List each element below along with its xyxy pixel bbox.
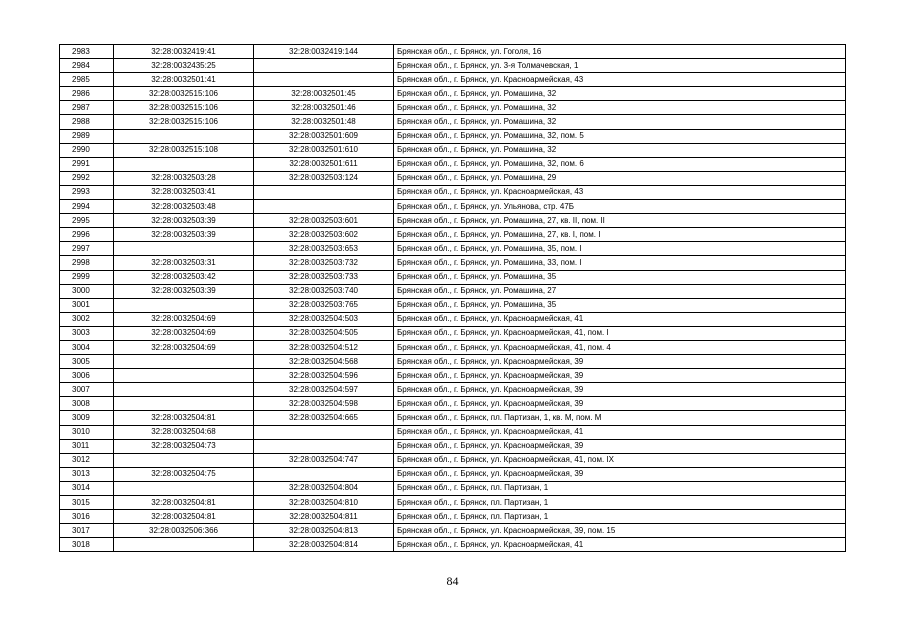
building-cadastral-number-cell: 32:28:0032504:810 [254, 496, 394, 510]
table-row [60, 242, 846, 256]
building-cadastral-number-cell: 32:28:0032501:46 [254, 101, 394, 115]
row-number-cell: 3008 [60, 397, 114, 411]
row-number-cell: 2993 [60, 185, 114, 199]
address-cell: Брянская обл., г. Брянск, ул. Ромашина, 32 [394, 87, 846, 101]
row-number-cell: 2989 [60, 129, 114, 143]
cadastral-number-cell [114, 355, 254, 369]
building-cadastral-number-cell: 32:28:0032503:653 [254, 242, 394, 256]
row-number-cell: 3013 [60, 467, 114, 481]
building-cadastral-number-cell: 32:28:0032504:811 [254, 510, 394, 524]
table-row [60, 369, 846, 383]
address-cell: Брянская обл., г. Брянск, ул. Ромашина, 32 [394, 143, 846, 157]
table-row [60, 256, 846, 270]
building-cadastral-number-cell: 32:28:0032501:45 [254, 87, 394, 101]
address-cell: Брянская обл., г. Брянск, пл. Партизан, 1 [394, 481, 846, 495]
table-row [60, 115, 846, 129]
building-cadastral-number-cell [254, 439, 394, 453]
table-row [60, 171, 846, 185]
address-cell: Брянская обл., г. Брянск, ул. Ромашина, 35, пом. I [394, 242, 846, 256]
row-number-cell: 2996 [60, 228, 114, 242]
row-number-cell: 2998 [60, 256, 114, 270]
table-row [60, 340, 846, 354]
address-cell: Брянская обл., г. Брянск, ул. Ромашина, 32, пом. 5 [394, 129, 846, 143]
cadastral-number-cell: 32:28:0032506:366 [114, 524, 254, 538]
cadastral-number-cell: 32:28:0032503:39 [114, 284, 254, 298]
cadastral-number-cell: 32:28:0032503:39 [114, 228, 254, 242]
building-cadastral-number-cell: 32:28:0032503:740 [254, 284, 394, 298]
row-number-cell: 3001 [60, 298, 114, 312]
address-cell: Брянская обл., г. Брянск, ул. Ромашина, 32, пом. 6 [394, 157, 846, 171]
row-number-cell: 2992 [60, 171, 114, 185]
building-cadastral-number-cell: 32:28:0032501:610 [254, 143, 394, 157]
building-cadastral-number-cell: 32:28:0032504:804 [254, 481, 394, 495]
table-row [60, 59, 846, 73]
address-cell: Брянская обл., г. Брянск, ул. Красноармейская, 43 [394, 73, 846, 87]
address-cell: Брянская обл., г. Брянск, ул. Ромашина, 32 [394, 101, 846, 115]
building-cadastral-number-cell [254, 467, 394, 481]
address-cell: Брянская обл., г. Брянск, ул. Красноармейская, 39 [394, 355, 846, 369]
row-number-cell: 3007 [60, 383, 114, 397]
cadastral-number-cell: 32:28:0032504:68 [114, 425, 254, 439]
cadastral-number-cell: 32:28:0032515:106 [114, 87, 254, 101]
cadastral-number-cell: 32:28:0032504:81 [114, 411, 254, 425]
address-cell: Брянская обл., г. Брянск, ул. Красноармейская, 41, пом. 4 [394, 340, 846, 354]
building-cadastral-number-cell: 32:28:0032501:609 [254, 129, 394, 143]
cadastral-number-cell: 32:28:0032419:41 [114, 45, 254, 59]
row-number-cell: 2987 [60, 101, 114, 115]
cadastral-number-cell [114, 129, 254, 143]
row-number-cell: 3015 [60, 496, 114, 510]
row-number-cell: 3011 [60, 439, 114, 453]
address-cell: Брянская обл., г. Брянск, ул. Красноармейская, 39, пом. 15 [394, 524, 846, 538]
table-row [60, 411, 846, 425]
address-cell: Брянская обл., г. Брянск, пл. Партизан, 1 [394, 510, 846, 524]
building-cadastral-number-cell: 32:28:0032503:765 [254, 298, 394, 312]
cadastral-number-cell [114, 453, 254, 467]
building-cadastral-number-cell: 32:28:0032503:124 [254, 171, 394, 185]
cadastral-number-cell [114, 157, 254, 171]
address-cell: Брянская обл., г. Брянск, ул. Ромашина, 27, кв. II, пом. II [394, 214, 846, 228]
building-cadastral-number-cell: 32:28:0032503:601 [254, 214, 394, 228]
table-row [60, 439, 846, 453]
table-row [60, 312, 846, 326]
building-cadastral-number-cell: 32:28:0032504:505 [254, 326, 394, 340]
address-cell: Брянская обл., г. Брянск, ул. Ромашина, 27, кв. I, пом. I [394, 228, 846, 242]
table-row [60, 101, 846, 115]
table-row [60, 481, 846, 495]
cadastral-table [59, 44, 846, 552]
row-number-cell: 3002 [60, 312, 114, 326]
cadastral-number-cell: 32:28:0032515:106 [114, 115, 254, 129]
address-cell: Брянская обл., г. Брянск, ул. Гоголя, 16 [394, 45, 846, 59]
building-cadastral-number-cell: 32:28:0032504:568 [254, 355, 394, 369]
table-row [60, 200, 846, 214]
building-cadastral-number-cell [254, 200, 394, 214]
table-row [60, 355, 846, 369]
row-number-cell: 3014 [60, 481, 114, 495]
address-cell: Брянская обл., г. Брянск, ул. Красноармейская, 41 [394, 425, 846, 439]
address-cell: Брянская обл., г. Брянск, пл. Партизан, 1, кв. М, пом. М [394, 411, 846, 425]
address-cell: Брянская обл., г. Брянск, ул. Ромашина, 32 [394, 115, 846, 129]
table-row [60, 214, 846, 228]
table-row [60, 143, 846, 157]
row-number-cell: 2983 [60, 45, 114, 59]
table-row [60, 45, 846, 59]
table-row [60, 425, 846, 439]
address-cell: Брянская обл., г. Брянск, ул. Красноармейская, 39 [394, 467, 846, 481]
building-cadastral-number-cell: 32:28:0032503:733 [254, 270, 394, 284]
row-number-cell: 2991 [60, 157, 114, 171]
row-number-cell: 2984 [60, 59, 114, 73]
cadastral-number-cell: 32:28:0032504:69 [114, 312, 254, 326]
cadastral-number-cell: 32:28:0032503:28 [114, 171, 254, 185]
row-number-cell: 2985 [60, 73, 114, 87]
row-number-cell: 3010 [60, 425, 114, 439]
cadastral-number-cell: 32:28:0032503:41 [114, 185, 254, 199]
table-row [60, 228, 846, 242]
building-cadastral-number-cell: 32:28:0032504:747 [254, 453, 394, 467]
address-cell: Брянская обл., г. Брянск, ул. 3-я Толмачевская, 1 [394, 59, 846, 73]
row-number-cell: 3005 [60, 355, 114, 369]
row-number-cell: 3003 [60, 326, 114, 340]
building-cadastral-number-cell: 32:28:0032501:611 [254, 157, 394, 171]
row-number-cell: 2997 [60, 242, 114, 256]
cadastral-number-cell: 32:28:0032504:75 [114, 467, 254, 481]
cadastral-number-cell: 32:28:0032504:81 [114, 496, 254, 510]
building-cadastral-number-cell: 32:28:0032504:665 [254, 411, 394, 425]
cadastral-number-cell: 32:28:0032503:31 [114, 256, 254, 270]
row-number-cell: 2995 [60, 214, 114, 228]
table-row [60, 397, 846, 411]
address-cell: Брянская обл., г. Брянск, ул. Красноармейская, 41 [394, 538, 846, 552]
row-number-cell: 3012 [60, 453, 114, 467]
cadastral-number-cell: 32:28:0032503:42 [114, 270, 254, 284]
cadastral-number-cell [114, 383, 254, 397]
building-cadastral-number-cell: 32:28:0032503:732 [254, 256, 394, 270]
cadastral-number-cell [114, 481, 254, 495]
table-row [60, 383, 846, 397]
cadastral-number-cell: 32:28:0032504:81 [114, 510, 254, 524]
building-cadastral-number-cell [254, 425, 394, 439]
address-cell: Брянская обл., г. Брянск, ул. Красноармейская, 41, пом. I [394, 326, 846, 340]
table-row [60, 298, 846, 312]
row-number-cell: 2994 [60, 200, 114, 214]
table-row [60, 467, 846, 481]
building-cadastral-number-cell [254, 59, 394, 73]
cadastral-number-cell: 32:28:0032504:69 [114, 326, 254, 340]
table-row [60, 284, 846, 298]
building-cadastral-number-cell: 32:28:0032504:814 [254, 538, 394, 552]
cadastral-number-cell: 32:28:0032501:41 [114, 73, 254, 87]
address-cell: Брянская обл., г. Брянск, ул. Красноармейская, 41, пом. IX [394, 453, 846, 467]
cadastral-number-cell: 32:28:0032503:48 [114, 200, 254, 214]
row-number-cell: 3004 [60, 340, 114, 354]
table-row [60, 73, 846, 87]
cadastral-number-cell: 32:28:0032515:108 [114, 143, 254, 157]
building-cadastral-number-cell: 32:28:0032503:602 [254, 228, 394, 242]
building-cadastral-number-cell: 32:28:0032504:597 [254, 383, 394, 397]
cadastral-number-cell [114, 369, 254, 383]
row-number-cell: 3016 [60, 510, 114, 524]
building-cadastral-number-cell: 32:28:0032504:598 [254, 397, 394, 411]
cadastral-number-cell [114, 242, 254, 256]
address-cell: Брянская обл., г. Брянск, ул. Красноармейская, 39 [394, 369, 846, 383]
building-cadastral-number-cell: 32:28:0032504:813 [254, 524, 394, 538]
table-row [60, 270, 846, 284]
table-row [60, 538, 846, 552]
building-cadastral-number-cell: 32:28:0032419:144 [254, 45, 394, 59]
row-number-cell: 3000 [60, 284, 114, 298]
cadastral-table-body [60, 45, 846, 552]
address-cell: Брянская обл., г. Брянск, ул. Ромашина, 35 [394, 298, 846, 312]
table-row [60, 87, 846, 101]
building-cadastral-number-cell [254, 185, 394, 199]
address-cell: Брянская обл., г. Брянск, пл. Партизан, 1 [394, 496, 846, 510]
address-cell: Брянская обл., г. Брянск, ул. Ромашина, 33, пом. I [394, 256, 846, 270]
row-number-cell: 3018 [60, 538, 114, 552]
row-number-cell: 2988 [60, 115, 114, 129]
row-number-cell: 3017 [60, 524, 114, 538]
address-cell: Брянская обл., г. Брянск, ул. Ромашина, 29 [394, 171, 846, 185]
building-cadastral-number-cell: 32:28:0032504:512 [254, 340, 394, 354]
address-cell: Брянская обл., г. Брянск, ул. Ульянова, стр. 47Б [394, 200, 846, 214]
table-row [60, 129, 846, 143]
table-row [60, 326, 846, 340]
table-row [60, 510, 846, 524]
cadastral-number-cell [114, 298, 254, 312]
cadastral-number-cell: 32:28:0032503:39 [114, 214, 254, 228]
address-cell: Брянская обл., г. Брянск, ул. Красноармейская, 43 [394, 185, 846, 199]
cadastral-number-cell [114, 397, 254, 411]
table-row [60, 524, 846, 538]
row-number-cell: 2986 [60, 87, 114, 101]
cadastral-number-cell [114, 538, 254, 552]
row-number-cell: 3009 [60, 411, 114, 425]
building-cadastral-number-cell: 32:28:0032504:503 [254, 312, 394, 326]
row-number-cell: 2999 [60, 270, 114, 284]
row-number-cell: 3006 [60, 369, 114, 383]
row-number-cell: 2990 [60, 143, 114, 157]
address-cell: Брянская обл., г. Брянск, ул. Ромашина, 27 [394, 284, 846, 298]
address-cell: Брянская обл., г. Брянск, ул. Красноармейская, 39 [394, 439, 846, 453]
cadastral-number-cell: 32:28:0032504:73 [114, 439, 254, 453]
building-cadastral-number-cell [254, 73, 394, 87]
building-cadastral-number-cell: 32:28:0032501:48 [254, 115, 394, 129]
address-cell: Брянская обл., г. Брянск, ул. Красноармейская, 39 [394, 383, 846, 397]
address-cell: Брянская обл., г. Брянск, ул. Красноармейская, 39 [394, 397, 846, 411]
cadastral-number-cell: 32:28:0032435:25 [114, 59, 254, 73]
table-row [60, 453, 846, 467]
address-cell: Брянская обл., г. Брянск, ул. Красноармейская, 41 [394, 312, 846, 326]
table-row [60, 185, 846, 199]
table-row [60, 496, 846, 510]
address-cell: Брянская обл., г. Брянск, ул. Ромашина, 35 [394, 270, 846, 284]
cadastral-number-cell: 32:28:0032504:69 [114, 340, 254, 354]
table-row [60, 157, 846, 171]
page-number: 84 [446, 574, 459, 588]
cadastral-number-cell: 32:28:0032515:106 [114, 101, 254, 115]
building-cadastral-number-cell: 32:28:0032504:596 [254, 369, 394, 383]
